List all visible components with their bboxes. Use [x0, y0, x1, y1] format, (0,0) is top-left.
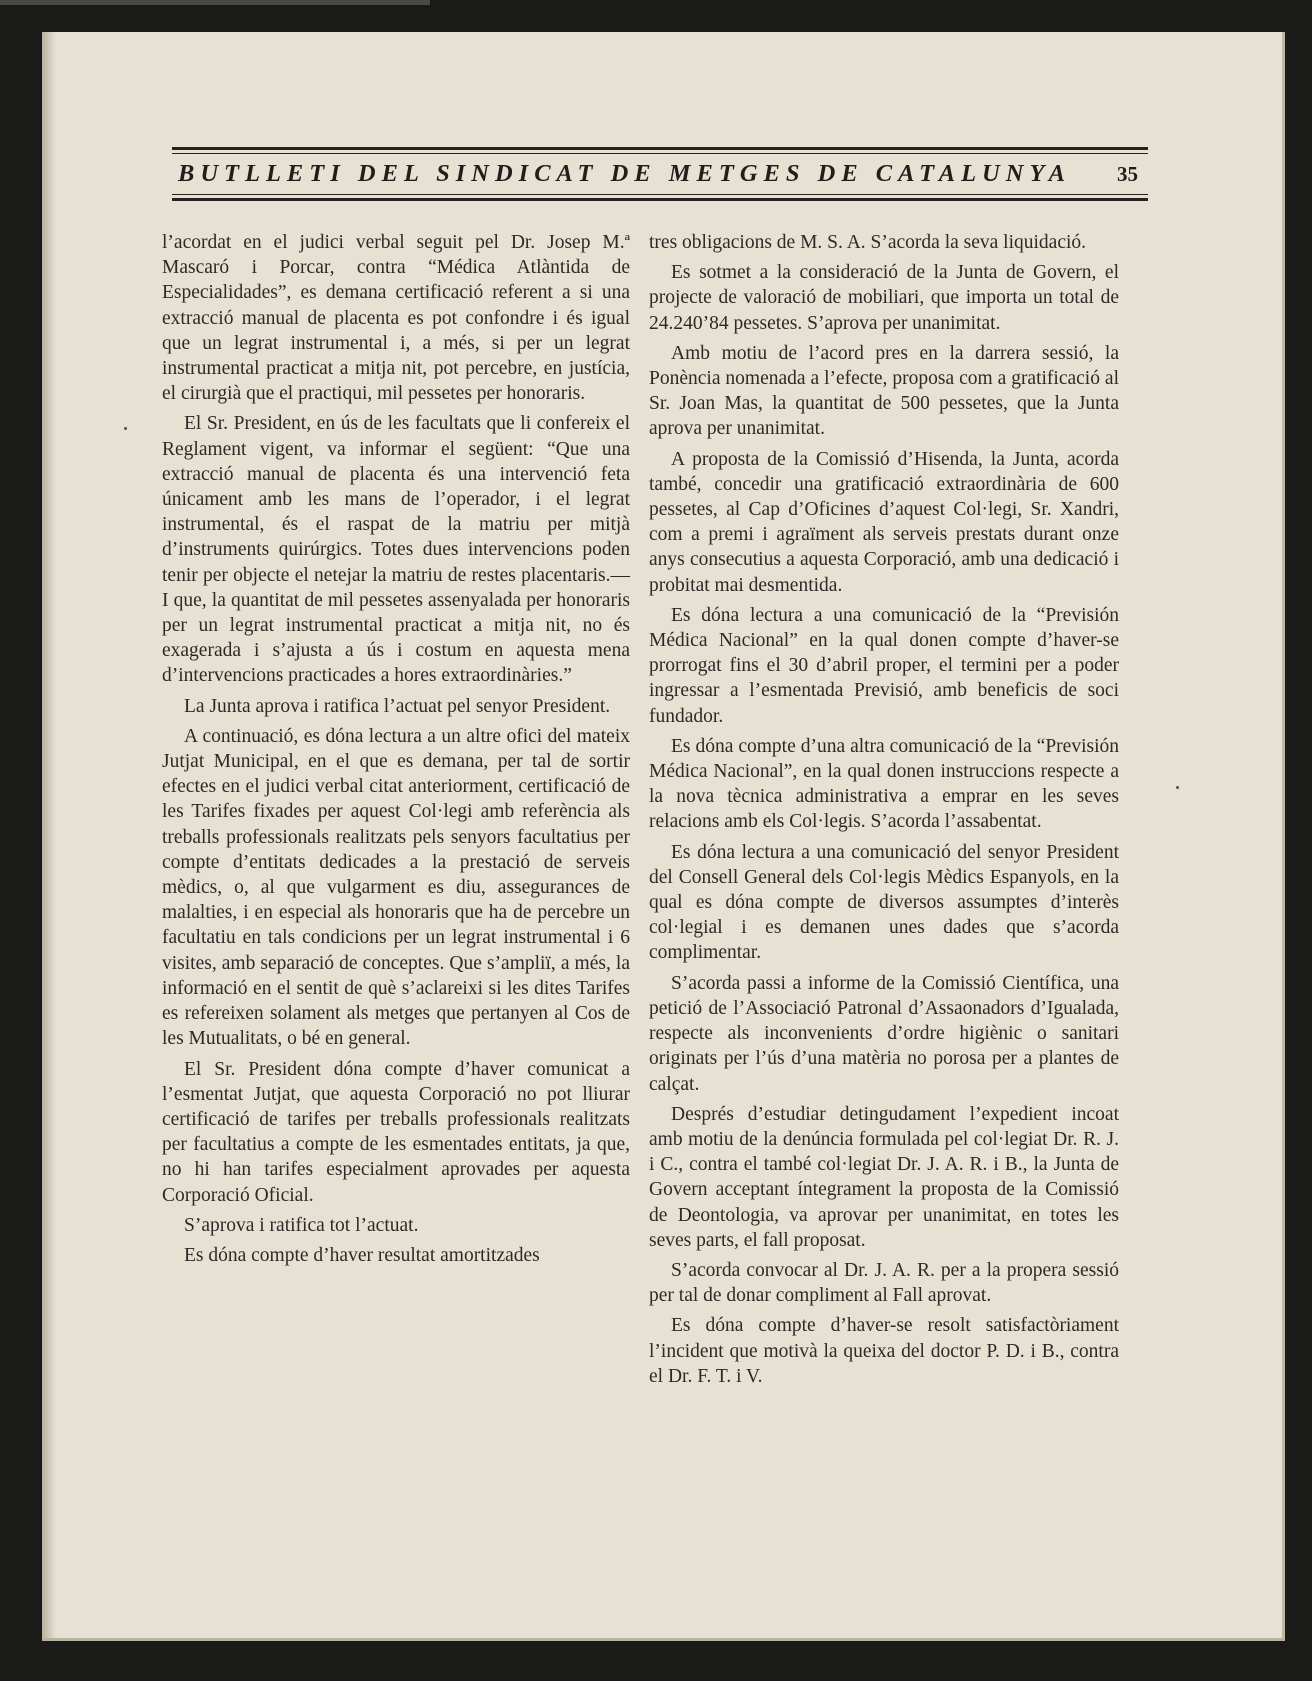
paragraph: Després d’estudiar detingudament l’expedient incoat amb motiu de la denúncia formulada pel col·legiat Dr. R. J. i C., contra el també col·legiat Dr. J. A. R. i B., la Junta de Govern acceptant íntegrament la proposta de la Comissió de Deontologia, va aprovar per unanimitat, en totes les seves parts, el fall proposat.: [649, 1103, 1119, 1251]
paragraph: Es dóna compte d’una altra comunicació de la “Previsión Médica Nacional”, en la qual donen instruccions respecte a la nova tècnica administrativa a emprar en les seves relacions amb els Col·legis. S’acorda l’assabentat.: [649, 735, 1119, 833]
scan-edge: [0, 0, 430, 5]
page-gutter-shadow: [42, 32, 56, 1638]
paragraph: Es dóna compte d’haver resultat amortitzades: [184, 1244, 540, 1266]
paragraph: Es sotmet a la consideració de la Junta de Govern, el projecte de valoració de mobiliari, que importa un total de 24.240’84 pessetes. S’aprova per unanimitat.: [649, 262, 1119, 334]
paragraph: tres obligacions de M. S. A. S’acorda la seva liquidació.: [649, 232, 1087, 253]
ink-speck: [1176, 786, 1179, 789]
page-number: 35: [1117, 161, 1138, 186]
paragraph: A continuació, es dóna lectura a un altre ofici del mateix Jutjat Municipal, en el que es demana, per tal de sortir efectes en el judici verbal citat anteriorment, certificació de les Tarifes fixades per aquest Col·legi amb referència als treballs professionals realitzats pels senyors facultatius per compte d’entitats dedicades a la prestació de serveis mèdics, o, al que vulgarment es diu, assegurances de malalties, i en especial als honoraris que ha de percebre un facultatiu en tals condicions per un legrat instrumental i 6 visites, amb separació de conceptes. Que s’ampliï, a més, la informació en el sentit de què s’aclareixi si les dites Tarifes es refereixen solament als metges que pertanyen al Cos de les Mutualitats, o bé en general.: [162, 725, 630, 1050]
paragraph: Es dóna compte d’haver-se resolt satisfactòriament l’incident que motivà la queixa del doctor P. D. i B., contra el Dr. F. T. i V.: [649, 1315, 1119, 1387]
header-title-row: [172, 154, 1148, 194]
left-column: [162, 230, 630, 1273]
page-header: [172, 147, 1148, 201]
paragraph: Es dóna lectura a una comunicació del senyor President del Consell General dels Col·legis Mèdics Espanyols, en la qual es dóna compte de diversos assumptes d’interès col·legial i es demanen unes dades que s’acorda complimentar.: [649, 841, 1119, 964]
right-column: [649, 230, 1119, 1394]
paragraph: l’acordat en el judici verbal seguit pel Dr. Josep M.ª Mascaró i Porcar, contra “Médica Atlàntida de Especialidades”, es demana certificació referent a si una extracció manual de placenta es pot confondre i és igual que un legrat instrumental i, a més, si per un legrat instrumental practicat a mitja nit, pot percebre, en justícia, el cirurgià que el practiqui, mil pessetes per honoraris.: [162, 232, 630, 405]
paragraph: S’acorda passi a informe de la Comissió Científica, una petició de l’Associació Patronal d’Assaonadors d’Igualada, respecte als inconvenients d’ordre higiènic o sanitari originats per l’ús d’una matèria no porosa per a plantes de calçat.: [649, 972, 1119, 1095]
journal-page: [42, 32, 1285, 1641]
paragraph: Amb motiu de l’acord pres en la darrera sessió, la Ponència nomenada a l’efecte, proposa com a gratificació al Sr. Joan Mas, la quantitat de 500 pessetes, que la Junta aprova per unanimitat.: [649, 342, 1119, 440]
paragraph: El Sr. President dóna compte d’haver comunicat a l’esmentat Jutjat, que aquesta Corporació no pot lliurar certificació de tarifes per treballs professionals realitzats per facultatius a compte de les esmentades entitats, ja que, no hi han tarifes especialment aprovades per aquesta Corporació Oficial.: [162, 1058, 630, 1206]
paragraph: A proposta de la Comissió d’Hisenda, la Junta, acorda també, concedir una gratificació extraordinària de 600 pessetes, al Cap d’Oficines d’aquest Col·legi, Sr. Xandri, com a premi i agraïment als serveis prestats durant onze anys consecutius a aquesta Corporació, amb una dedicació i probitat mai desmentida.: [649, 448, 1119, 596]
paragraph: El Sr. President, en ús de les facultats que li confereix el Reglament vigent, va informar el següent: “Que una extracció manual de placenta és una intervenció feta únicament amb les mans de l’operador, i el legrat instrumental, és el raspat de la matriu per mitjà d’instruments quirúrgics. Totes dues intervencions poden tenir per objecte el netejar la matriu de restes placentaris.—I que, la quantitat de mil pessetes assenyalada per honoraris per un legrat instrumental practicat a mitja nit, no és exagerada i s’ajusta a ús i costum en aquesta mena d’intervencions practicades a hores extraordinàries.”: [162, 413, 630, 687]
ink-speck: [124, 427, 127, 430]
running-title: BUTLLETI DEL SINDICAT DE METGES DE CATALUNYA: [178, 160, 1071, 187]
paragraph: S’aprova i ratifica tot l’actuat.: [184, 1214, 419, 1236]
paragraph: Es dóna lectura a una comunicació de la “Previsión Médica Nacional” en la qual donen compte d’haver-se prorrogat fins el 30 d’abril proper, el termini per a poder ingressar a l’esmentada Previsió, amb beneficis de soci fundador.: [649, 604, 1119, 727]
header-rule-bottom: [172, 194, 1148, 201]
header-rule-top: [172, 147, 1148, 154]
paragraph: La Junta aprova i ratifica l’actuat pel senyor President.: [184, 695, 611, 717]
paragraph: S’acorda convocar al Dr. J. A. R. per a la propera sessió per tal de donar compliment al Fall aprovat.: [649, 1259, 1119, 1307]
